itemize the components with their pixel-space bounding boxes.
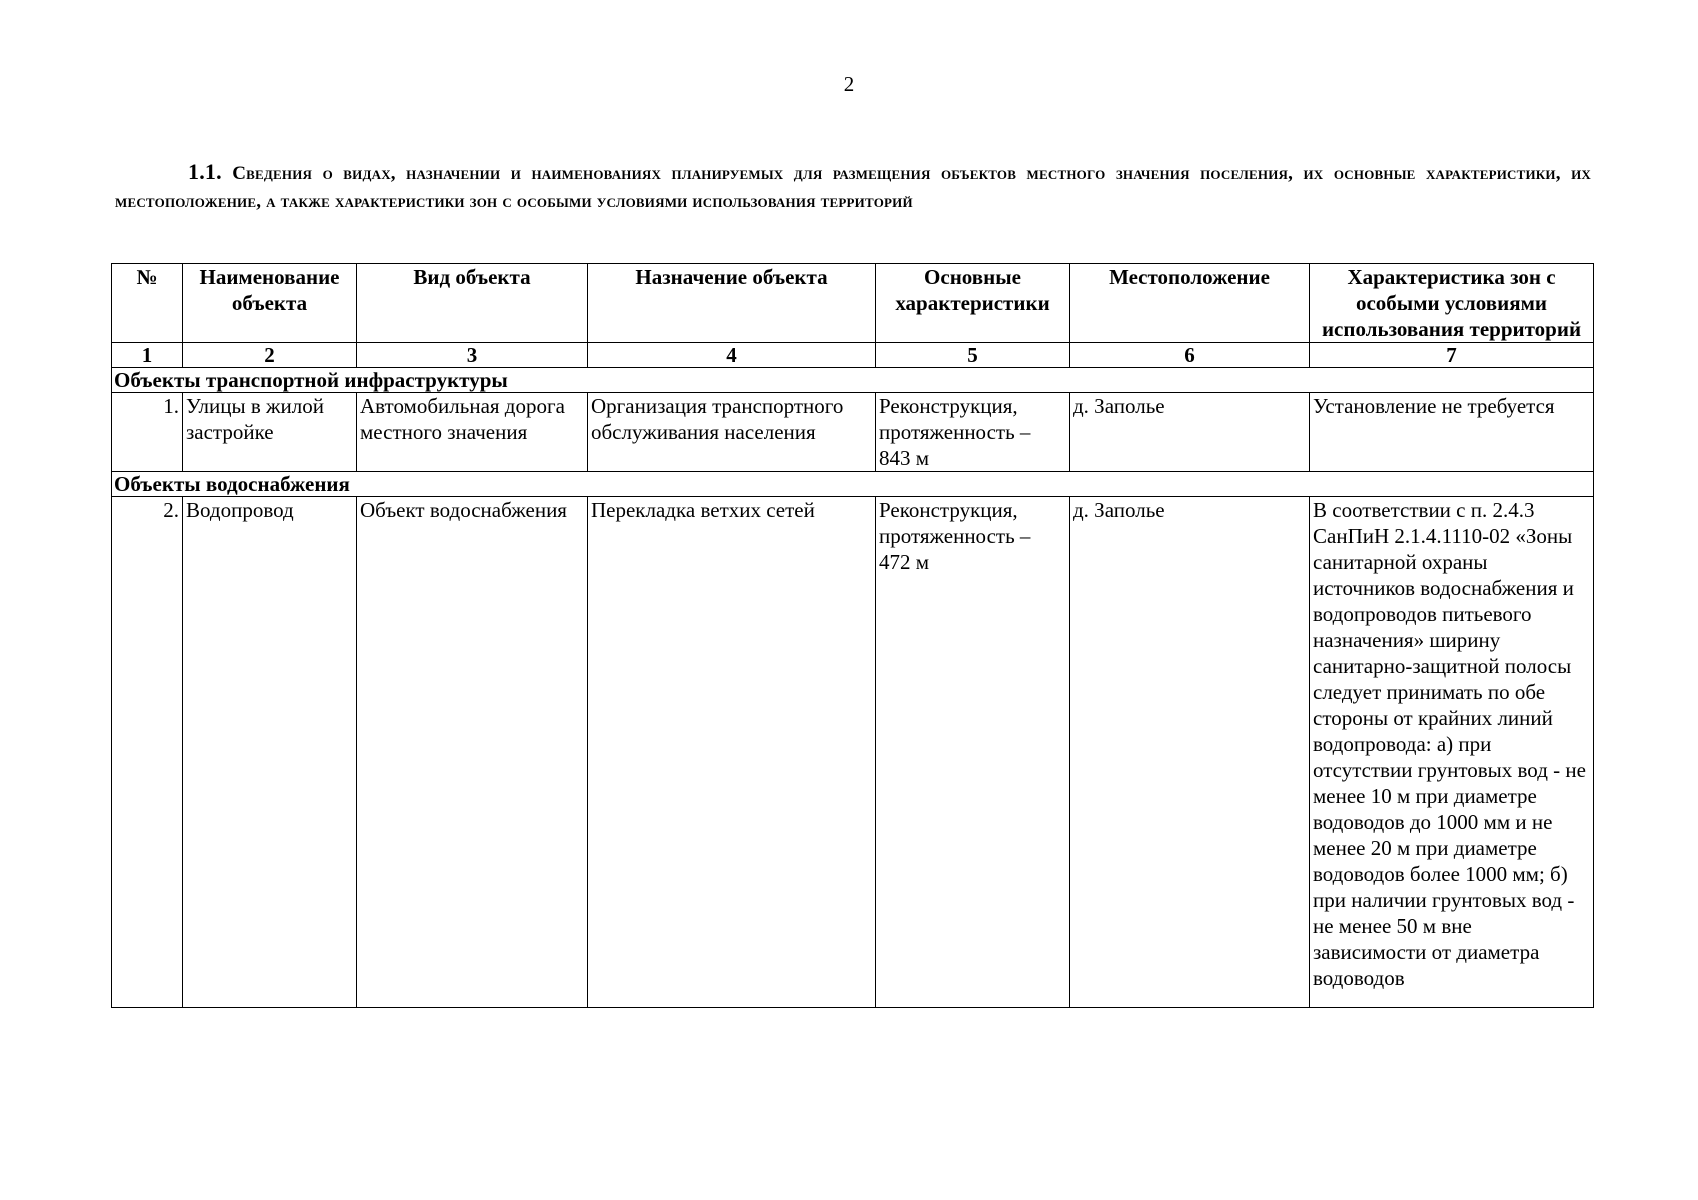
cell-location: д. Заполье xyxy=(1070,393,1310,472)
cell-purpose: Перекладка ветхих сетей xyxy=(588,497,876,1008)
column-number: 7 xyxy=(1310,343,1594,368)
cell-name: Улицы в жилой застройке xyxy=(183,393,357,472)
cell-name: Водопровод xyxy=(183,497,357,1008)
column-header-kind: Вид объекта xyxy=(357,264,588,343)
cell-purpose: Организация транспортного обслуживания населения xyxy=(588,393,876,472)
cell-zones: В соответствии с п. 2.4.3 СанПиН 2.1.4.1110-02 «Зоны санитарной охраны источников водоснабжения и водопроводов питьевого назначения» ширину санитарно-защитной полосы следует принимать по обе стороны от крайних линий водопровода: а) при отсутствии грунтовых вод - не менее 10 м при диаметре водоводов до 1000 мм и не менее 20 м при диаметре водоводов более 1000 мм; б) при наличии грунтовых вод - не менее 50 м вне зависимости от диаметра водоводов xyxy=(1310,497,1594,1008)
cell-kind: Объект водоснабжения xyxy=(357,497,588,1008)
column-number: 2 xyxy=(183,343,357,368)
column-number: 3 xyxy=(357,343,588,368)
column-header-purpose: Назначение объекта xyxy=(588,264,876,343)
cell-characteristics: Реконструкция, протяженность – 472 м xyxy=(876,497,1070,1008)
table-header-row xyxy=(112,264,1594,343)
column-number: 6 xyxy=(1070,343,1310,368)
table-row xyxy=(112,497,1594,1008)
column-header-name: Наименование объекта xyxy=(183,264,357,343)
cell-kind: Автомобильная дорога местного значения xyxy=(357,393,588,472)
cell-zones: Установление не требуется xyxy=(1310,393,1594,472)
section-heading-number: 1.1. xyxy=(188,159,222,184)
cell-no: 2. xyxy=(112,497,183,1008)
section-row-transport xyxy=(112,368,1594,393)
column-number: 4 xyxy=(588,343,876,368)
section-heading xyxy=(115,158,1591,216)
cell-location: д. Заполье xyxy=(1070,497,1310,1008)
page-number: 2 xyxy=(843,72,855,96)
cell-characteristics: Реконструкция, протяженность – 843 м xyxy=(876,393,1070,472)
column-header-location: Местоположение xyxy=(1070,264,1310,343)
column-number: 1 xyxy=(112,343,183,368)
column-number: 5 xyxy=(876,343,1070,368)
table-row xyxy=(112,393,1594,472)
section-title: Объекты водоснабжения xyxy=(112,472,1594,497)
column-header-zones: Характеристика зон с особыми условиями использования территорий xyxy=(1310,264,1594,343)
section-row-water-supply xyxy=(112,472,1594,497)
section-title: Объекты транспортной инфраструктуры xyxy=(112,368,1594,393)
planned-objects-table xyxy=(111,263,1594,1008)
column-header-no: № xyxy=(112,264,183,343)
column-header-characteristics: Основные характеристики xyxy=(876,264,1070,343)
cell-no: 1. xyxy=(112,393,183,472)
section-heading-text: Сведения о видах, назначении и наименованиях планируемых для размещения объектов местного значения поселения, их основные характеристики, их местоположение, а также характеристики зон с особыми условиями использования территорий xyxy=(115,163,1592,212)
column-number-row xyxy=(112,343,1594,368)
